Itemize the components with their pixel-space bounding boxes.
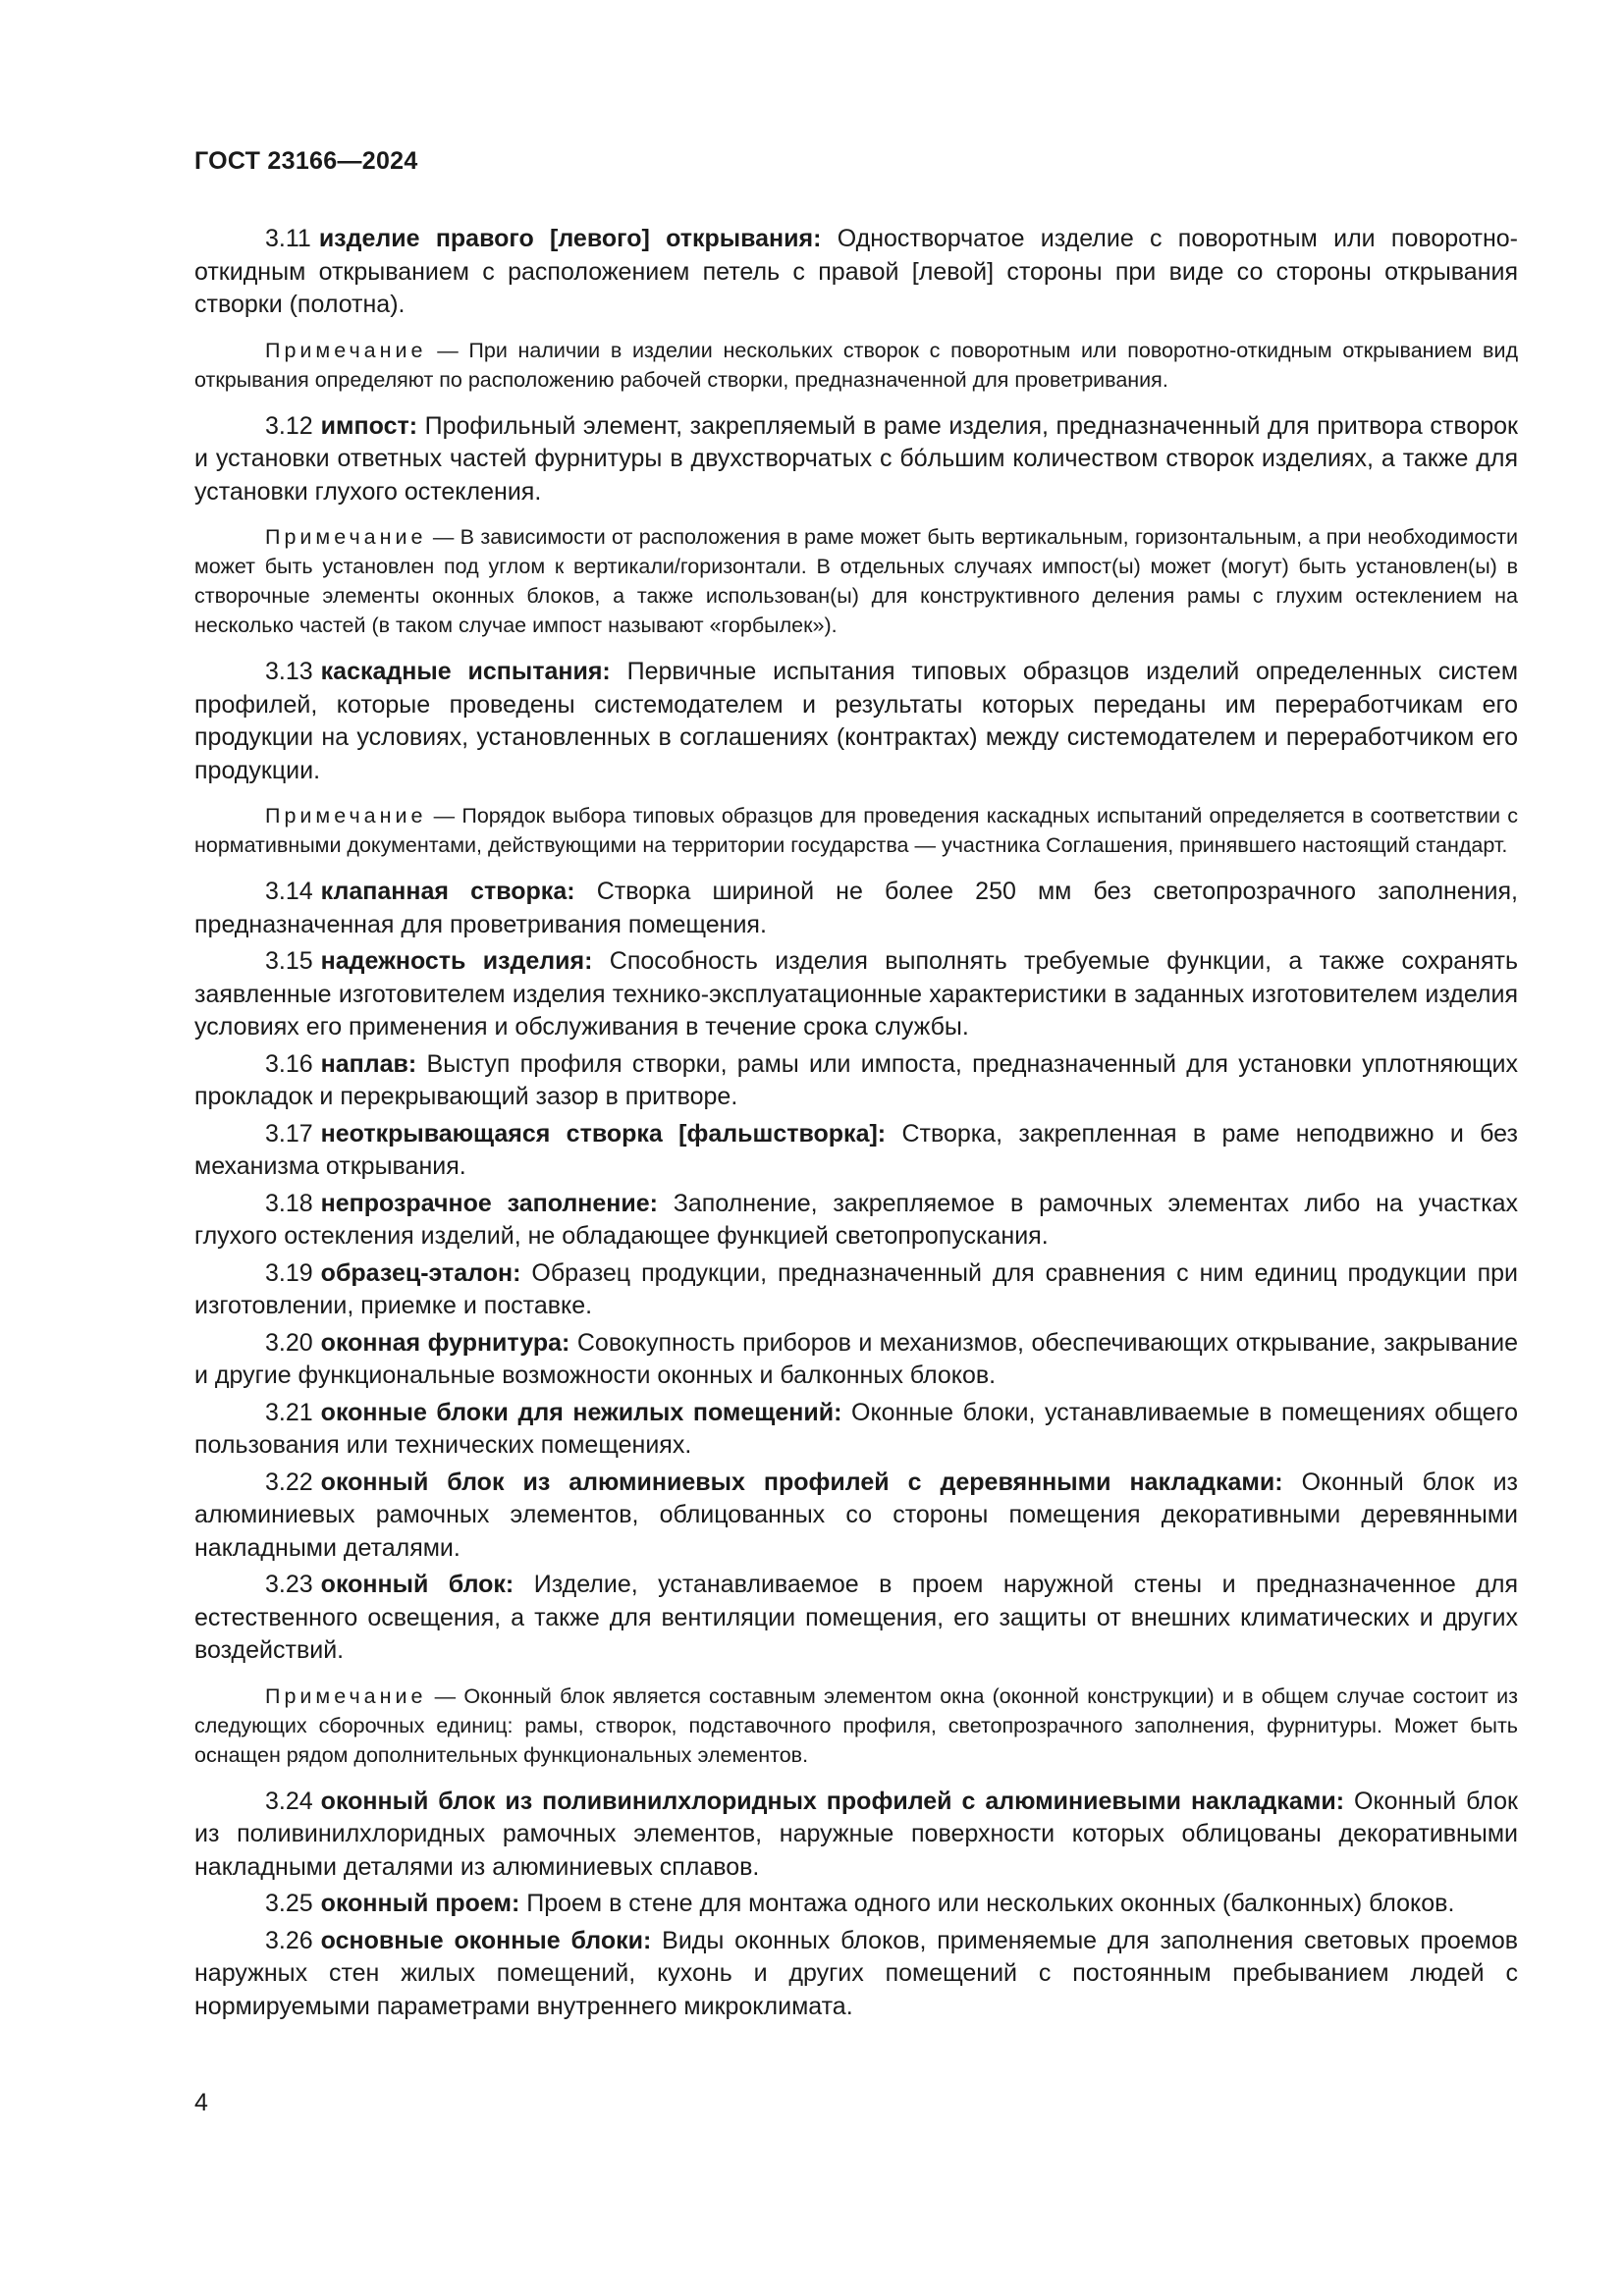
term-definition <box>194 1257 1518 1323</box>
note-label: Примечание <box>265 525 427 549</box>
term-number: 3.17 <box>265 1119 313 1148</box>
term-number: 3.11 <box>265 225 311 252</box>
term-name: оконный блок: <box>320 1571 514 1598</box>
term-text: Оконные блоки, устанавливаемые в помещениях общего пользования или технических помещениях. <box>194 1398 1519 1459</box>
term-name: импост: <box>320 411 418 440</box>
term-number: 3.20 <box>265 1328 313 1357</box>
note-text: — При наличии в изделии нескольких створок с поворотным или поворотно-откидным открыванием вид открывания определяют по расположению рабочей створки, предназначенной для проветривания. <box>194 338 1518 392</box>
term-name: наплав: <box>320 1049 417 1078</box>
term-name: оконный блок из алюминиевых профилей с деревянными накладками: <box>320 1468 1283 1496</box>
term-number: 3.26 <box>265 1926 313 1954</box>
term-definition <box>194 1467 1518 1566</box>
document-header: ГОСТ 23166—2024 <box>194 147 418 175</box>
term-definition <box>194 1786 1518 1885</box>
note <box>194 801 1518 860</box>
term-name: образец-эталон: <box>320 1258 521 1287</box>
term-text: Совокупность приборов и механизмов, обеспечивающих открывание, закрывание и другие функциональные возможности оконных и балконных блоков. <box>194 1328 1518 1389</box>
term-text: Заполнение, закрепляемое в рамочных элементах либо на участках глухого остекления изделий, не обладающее функцией светопропускания. <box>194 1189 1518 1250</box>
term-text: Оконный блок из алюминиевых рамочных элементов, облицованных со стороны помещения декоративными деревянными накладными деталями. <box>194 1468 1518 1562</box>
term-text: Профильный элемент, закрепляемый в раме изделия, предназначенный для притвора створок и установки ответных частей фурнитуры в двухстворчатых с бо́льшим количеством створок изделиях, а также для установки глухого остекления. <box>194 411 1518 506</box>
term-text: Образец продукции, предназначенный для сравнения с ним единиц продукции при изготовлении, приемке и поставке. <box>194 1258 1518 1319</box>
term-number: 3.18 <box>265 1189 313 1217</box>
note-text: — Оконный блок является составным элементом окна (оконной конструкции) и в общем случае состоит из следующих сборочных единиц: рамы, створок, подставочного профиля, светопрозрачного заполнения, фурнитуры. Может быть оснащен рядом дополнительных функциональных элементов. <box>194 1683 1518 1767</box>
term-name: изделие правого [левого] открывания: <box>318 225 822 252</box>
term-number: 3.13 <box>265 658 313 685</box>
term-text: Изделие, устанавливаемое в проем наружной стены и предназначенное для естественного освещения, а также для вентиляции помещения, его защиты от внешних климатических и других воздействий. <box>194 1571 1518 1664</box>
term-number: 3.12 <box>265 411 313 440</box>
note-text: — Порядок выбора типовых образцов для проведения каскадных испытаний определяется в соответствии с нормативными документами, действующими на территории государства — участника Соглашения, принявшего настоящий стандарт. <box>194 804 1518 857</box>
term-name: оконная фурнитура: <box>320 1328 570 1357</box>
term-definition <box>194 1925 1518 2024</box>
term-number: 3.22 <box>265 1468 313 1496</box>
term-number: 3.23 <box>265 1571 313 1598</box>
note-label: Примечание <box>265 1683 427 1708</box>
term-text: Оконный блок из поливинилхлоридных рамочных элементов, наружные поверхности которых облицованы декоративными накладными деталями из алюминиевых сплавов. <box>194 1787 1518 1881</box>
term-name: основные оконные блоки: <box>320 1926 652 1954</box>
term-definition <box>194 1569 1518 1668</box>
note-text: — В зависимости от расположения в раме может быть вертикальным, горизонтальным, а при необходимости может быть установлен под углом к вертикали/горизонтали. В отдельных случаях импост(ы) может (могут) быть установлен(ы) в створочные элементы оконных блоков, а также использован(ы) для конструктивного деления рамы с глухим остеклением на несколько частей (в таком случае импост называют «горбылек»). <box>194 525 1518 637</box>
term-number: 3.16 <box>265 1049 313 1078</box>
term-definition <box>194 1327 1518 1393</box>
term-name: неоткрывающаяся створка [фальшстворка]: <box>320 1119 887 1148</box>
note-label: Примечание <box>265 804 427 828</box>
term-number: 3.19 <box>265 1258 313 1287</box>
note <box>194 1682 1518 1770</box>
term-name: оконный блок из поливинилхлоридных профилей с алюминиевыми накладками: <box>320 1787 1345 1815</box>
term-text: Проем в стене для монтажа одного или нескольких оконных (балконных) блоков. <box>526 1890 1455 1917</box>
term-definition <box>194 1397 1518 1463</box>
note <box>194 336 1518 395</box>
term-text: Первичные испытания типовых образцов изделий определенных систем профилей, которые проведены системодателем и результаты которых переданы им переработчикам его продукции на условиях, установленных в соглашениях (контрактах) между системодателем и переработчиком его продукции. <box>194 658 1519 784</box>
term-text: Створка шириной не более 250 мм без светопрозрачного заполнения, предназначенная для проветривания помещения. <box>194 878 1519 938</box>
term-definition <box>194 223 1518 322</box>
term-definition <box>194 945 1518 1044</box>
term-definition <box>194 410 1518 509</box>
term-text: Способность изделия выполнять требуемые функции, а также сохранять заявленные изготовителем изделия технико-эксплуатационные характеристики в заданных изготовителем изделия условиях его применения и обслуживания в течение срока службы. <box>194 947 1519 1041</box>
term-name: непрозрачное заполнение: <box>320 1189 658 1217</box>
term-definition <box>194 1188 1518 1254</box>
term-text: Выступ профиля створки, рамы или импоста, предназначенный для установки уплотняющих прокладок и перекрывающий зазор в притворе. <box>194 1049 1518 1110</box>
note-label: Примечание <box>265 338 427 362</box>
term-text: Одностворчатое изделие с поворотным или поворотно-откидным открыванием с расположением петель с правой [левой] стороны при виде со стороны открывания створки (полотна). <box>194 225 1518 318</box>
term-text: Створка, закрепленная в раме неподвижно и без механизма открывания. <box>194 1119 1518 1180</box>
term-name: каскадные испытания: <box>320 658 611 685</box>
term-definition <box>194 876 1518 941</box>
term-name: оконные блоки для нежилых помещений: <box>320 1398 842 1426</box>
term-number: 3.14 <box>265 878 313 905</box>
term-number: 3.21 <box>265 1398 313 1426</box>
note <box>194 522 1518 640</box>
term-definition <box>194 656 1518 787</box>
term-number: 3.24 <box>265 1787 313 1815</box>
term-name: клапанная створка: <box>320 878 575 905</box>
term-name: оконный проем: <box>320 1890 520 1917</box>
term-text: Виды оконных блоков, применяемые для заполнения световых проемов наружных стен жилых помещений, кухонь и других помещений с постоянным пребыванием людей с нормируемыми параметрами внутреннего микроклимата. <box>194 1926 1518 2020</box>
term-number: 3.25 <box>265 1890 313 1917</box>
term-number: 3.15 <box>265 947 313 975</box>
term-name: надежность изделия: <box>320 947 593 975</box>
page-number: 4 <box>194 2089 208 2116</box>
term-definition <box>194 1118 1518 1184</box>
term-definition <box>194 1888 1518 1921</box>
term-definition <box>194 1048 1518 1114</box>
document-body <box>194 223 1518 2027</box>
